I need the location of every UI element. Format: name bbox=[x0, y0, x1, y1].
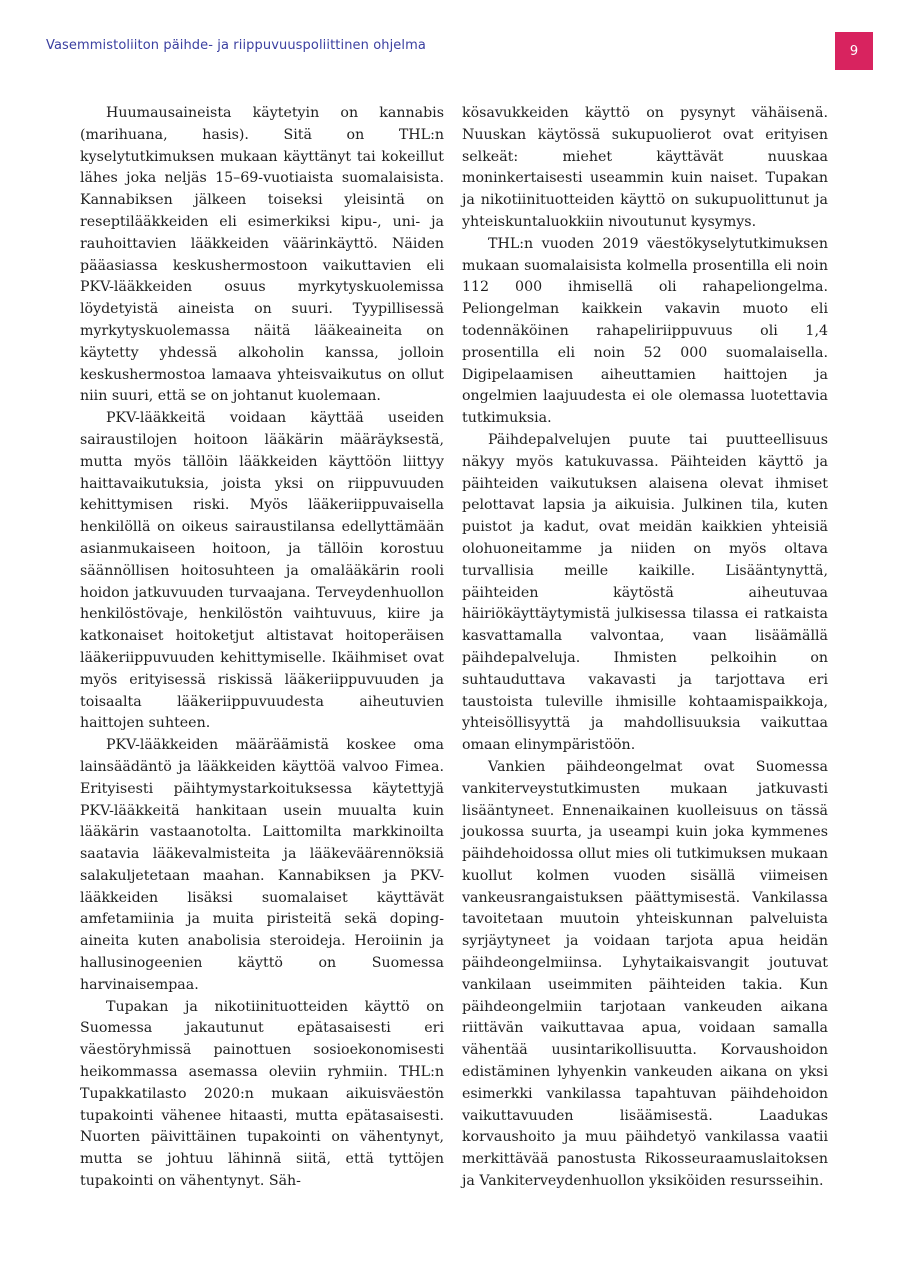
paragraph-continuation: kösavukkeiden käyttö on pysynyt vähäisenä. Nuuskan käytössä sukupuolierot ovat erityisen selkeät: miehet käyttävät nuuskaa moninkertaisesti useammin kuin naiset. Tupakan ja nikotiinituotteiden käyttö on sukupuolittunut ja yhteiskuntaluokkiin nivoutunut kysymys. bbox=[462, 105, 828, 230]
paragraph: Huumausaineista käytetyin on kannabis (marihuana, hasis). Sitä on THL:n kyselytutkimuksen mukaan käyttänyt tai kokeillut lähes joka neljäs 15–69-vuotiaista suomalaisista. Kannabiksen jälkeen toiseksi yleisintä on reseptilääkkeiden eli esimerkiksi kipu-, uni- ja rauhoittavien lääkkeiden väärinkäyttö. Näiden pääasiassa keskushermostoon vaikuttavien eli PKV-lääkkeiden osuus myrkytyskuolemissa löydetyistä aineista on suuri. Tyypillisessä myrkytyskuolemassa näitä lääkeaineita on käytetty yhdessä alkoholin kanssa, jolloin keskushermostoa lamaava yhteisvaikutus on ollut niin suuri, että se on johtanut kuolemaan. bbox=[80, 105, 444, 405]
paragraph: PKV-lääkkeitä voidaan käyttää useiden sairaustilojen hoitoon lääkärin määräyksestä, mutta myös tällöin lääkkeiden käyttöön liittyy haittavaikutuksia, joista yksi on riippuvuuden kehittymisen riski. Myös lääkeriippuvaisella henkilöllä on oikeus sairaustilansa edellyttämään asianmukaiseen hoitoon, ja tällöin korostuu säännöllisen hoitosuhteen ja omalääkärin rooli hoidon jatkuvuuden turvaajana. Terveydenhuollon henkilöstövaje, henkilöstön vaihtuvuus, kiire ja katkonaiset hoitoketjut altistavat hoitoperäisen lääkeriippuvuuden kehittymiselle. Ikäihmiset ovat myös erityisessä riskissä lääkeriippuvuuden ja toisaalta lääkeriippuvuudesta aiheutuvien haittojen suhteen. bbox=[80, 410, 444, 732]
page-number-badge: 9 bbox=[835, 32, 873, 70]
running-title: Vasemmistoliiton päihde- ja riippuvuuspoliittinen ohjelma bbox=[46, 38, 426, 53]
paragraph: PKV-lääkkeiden määräämistä koskee oma lainsäädäntö ja lääkkeiden käyttöä valvoo Fimea. Erityisesti päihtymystarkoituksessa käytettyjä PKV-lääkkeitä hankitaan usein muualta kuin lääkärin vastaanotolta. Laittomilta markkinoilta saatavia lääkevalmisteita ja lääkeväärennöksiä salakuljetetaan maahan. Kannabiksen ja PKV-lääkkeiden lisäksi suomalaiset käyttävät amfetamiinia ja muita piristeitä sekä doping-aineita kuten anabolisia steroideja. Heroiinin ja hallusinogeenien käyttö on Suomessa harvinaisempaa. bbox=[80, 737, 444, 993]
paragraph: THL:n vuoden 2019 väestökyselytutkimuksen mukaan suomalaisista kolmella prosentilla eli noin 112 000 ihmisellä oli rahapeliongelma. Peliongelman kaikkein vakavin muoto eli todennäköinen rahapeliriippuvuus oli 1,4 prosentilla eli noin 52 000 suomalaisella. Digipelaamisen aiheuttamien haittojen ja ongelmien laajuudesta ei ole olemassa luotettavia tutkimuksia. bbox=[462, 235, 828, 427]
paragraph: Vankien päihdeongelmat ovat Suomessa vankiterveystutkimusten mukaan jatkuvasti lisääntyneet. Ennenaikainen kuolleisuus on tässä joukossa suurta, ja useampi kuin joka kymmenes päihdehoidossa ollut mies oli tutkimuksen mukaan kuollut kolmen vuoden sisällä viimeisen vankeusrangaistuksen päättymisestä. Vankilassa tavoitetaan muutoin yhteiskunnan palveluista syrjäytyneet ja voidaan tarjota apua heidän päihdeongelmiinsa. Lyhytaikaisvangit joutuvat vankilaan useimmiten päihteiden takia. Kun päihdeongelmiin tarjotaan vankeuden aikana riittävän vaikuttavaa apua, voidaan samalla vähentää uusintarikollisuutta. Korvaushoidon edistäminen lyhyenkin vankeuden aikana on yksi esimerkki vankilassa tapahtuvan päihdehoidon vaikuttavuuden lisäämisestä. Laadukas korvaushoito ja muu päihdetyö vankilassa vaatii merkittävää panostusta Rikosseuraamuslaitoksen ja Vankiterveydenhuollon yksiköiden resursseihin. bbox=[462, 758, 828, 1190]
right-column bbox=[462, 103, 828, 1193]
left-column bbox=[80, 103, 444, 1193]
paragraph: Päihdepalvelujen puute tai puutteellisuus näkyy myös katukuvassa. Päihteiden käyttö ja päihteiden vaikutuksen alaisena olevat ihmiset pelottavat lapsia ja aikuisia. Julkinen tila, kuten puistot ja kadut, ovat meidän kaikkien yhteisiä olohuoneitamme ja niiden on myös oltava turvallisia meille kaikille. Lisääntynyttä, päihteiden käytöstä aiheutuvaa häiriökäyttäytymistä julkisessa tilassa ei ratkaista kasvattamalla valvontaa, vaan lisäämällä päihdepalveluja. Ihmisten pelkoihin on suhtauduttava vakavasti ja tarjottava eri taustoista tuleville ihmisille kohtaamispaikkoja, yhteisöllisyyttä ja mahdollisuuksia vaikuttaa omaan elinympäristöön. bbox=[462, 431, 828, 754]
paragraph: Tupakan ja nikotiinituotteiden käyttö on Suomessa jakautunut epätasaisesti eri väestöryhmissä painottuen sosioekonomisesti heikommassa asemassa oleviin ryhmiin. THL:n Tupakkatilasto 2020:n mukaan aikuisväestön tupakointi vähenee hitaasti, mutta epätasaisesti. Nuorten päivittäinen tupakointi on vähentynyt, mutta se johtuu lähinnä siitä, että tyttöjen tupakointi on vähentynyt. Säh- bbox=[80, 998, 444, 1190]
